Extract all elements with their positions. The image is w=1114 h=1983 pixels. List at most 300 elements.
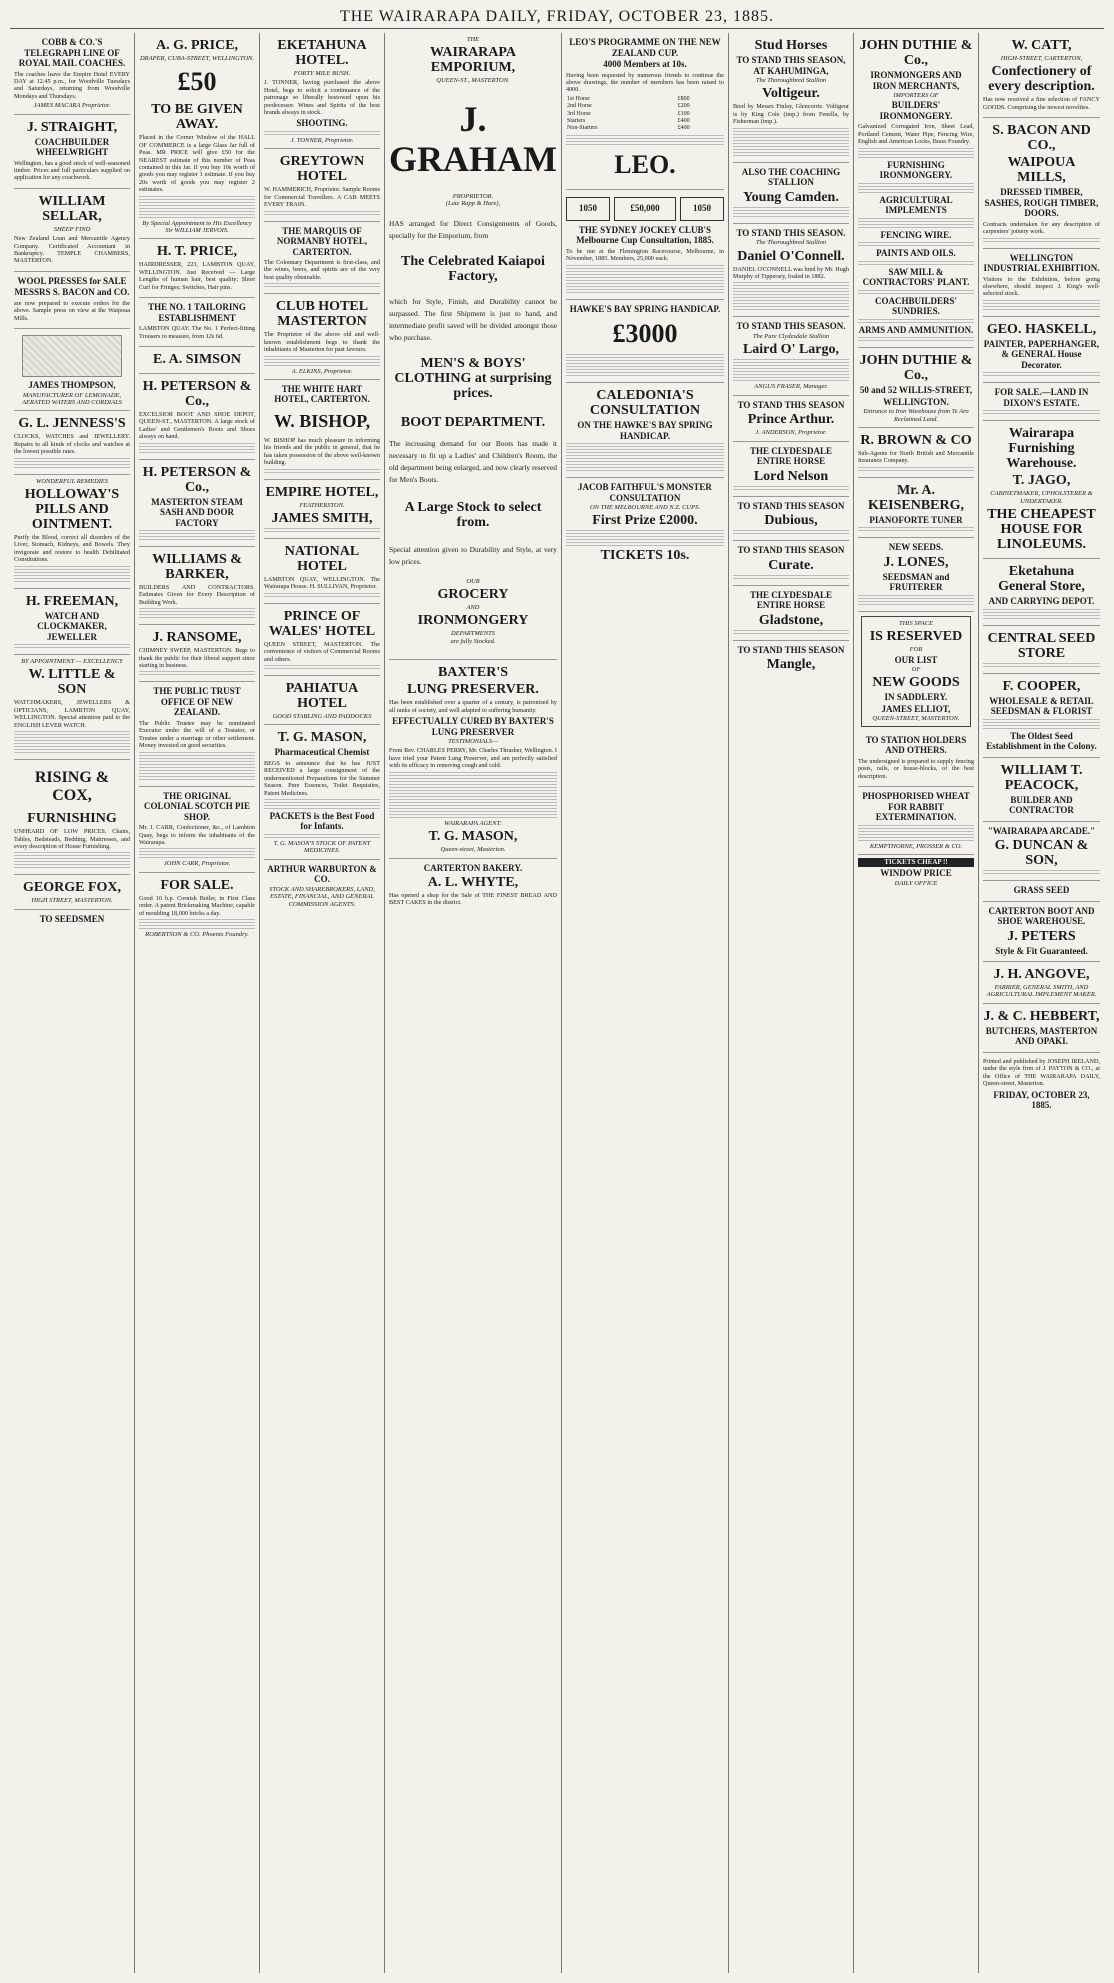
ad-signature-address: QUEEN-STREET, MASTERTON.	[872, 715, 960, 723]
ad-heading: EMPIRE HOTEL,	[265, 484, 379, 500]
ad-boot-dept: BOOT DEPARTMENT.	[400, 414, 546, 430]
prize-amount: £3000	[612, 319, 678, 349]
ad-heading: PRINCE OF WALES' HOTEL	[268, 608, 376, 639]
ad-heading: G. L. JENNESS'S	[18, 416, 126, 432]
ad-thompson	[14, 329, 130, 411]
ad-freeman	[14, 589, 130, 656]
ad-heading: GEO. HASKELL,	[986, 321, 1097, 337]
text-filler	[983, 300, 1100, 304]
ad-agent-label: WAIRARAPA AGENT:	[444, 819, 502, 827]
text-filler	[566, 461, 724, 465]
ad-subheading: Pharmaceutical Chemist	[274, 747, 370, 758]
ad-heading: THE ORIGINAL COLONIAL SCOTCH PIE SHOP.	[143, 790, 251, 822]
ad-body: Having been requested by numerous friends to continue the above drawings, the number of members has been raised to 4000.	[565, 71, 724, 94]
ad-section: SAW MILL & CONTRACTORS' PLANT.	[862, 266, 970, 288]
text-filler	[139, 758, 255, 762]
ad-subheading: The Thoroughbred Stallion	[755, 77, 827, 84]
text-filler	[566, 530, 724, 534]
ad-name: J. LONES,	[883, 554, 949, 570]
text-filler	[566, 354, 724, 358]
ad-white-hart	[264, 380, 380, 480]
text-filler	[733, 377, 849, 381]
text-filler	[858, 601, 974, 605]
text-filler	[139, 776, 255, 780]
ad-section: FENCING WIRE.	[880, 229, 952, 240]
text-filler	[858, 224, 974, 228]
ad-subheading: WATCH AND CLOCKMAKER, JEWELLER	[37, 610, 107, 642]
text-filler	[733, 146, 849, 150]
text-filler	[983, 870, 1100, 874]
ad-signature: By Special Appointment to His Excellency Sir WILLIAM JERVOIS.	[142, 219, 252, 235]
ad-heading: "WAIRARAPA ARCADE."	[987, 825, 1096, 836]
ad-signature: ANGUS FRASER, Manager.	[754, 383, 828, 391]
text-filler	[139, 608, 255, 612]
text-filler	[389, 796, 557, 800]
ad-proprietor: PROPRIETOR.	[452, 192, 494, 200]
ad-for-sale-boiler	[139, 873, 255, 943]
text-filler	[566, 277, 724, 281]
text-filler	[566, 443, 724, 447]
ad-heading: BAXTER'S	[437, 665, 508, 681]
ad-leos-programme	[566, 33, 724, 190]
engraving-illustration	[22, 335, 122, 377]
text-filler	[733, 134, 849, 138]
text-filler	[389, 814, 557, 818]
ad-subheading: HIGH STREET, MASTERTON.	[31, 897, 113, 905]
ad-appointment: BY APPOINTMENT — EXCELLENCY	[21, 658, 123, 666]
ad-body: Bred by Messrs Finlay, Glencorrie. Voltigeur is by King Cole (imp.) from Fenella, by Fisherman (imp.).	[732, 103, 849, 126]
ad-body: Good 10 h.p. Cornish Boiler, in First Class order. A patent Brickmaking Machine, capable of moulding 18,000 bricks a day.	[139, 894, 255, 917]
ad-subheading: FEATHERSTON.	[299, 501, 345, 509]
ad-subheading: FARRIER, GENERAL SMITH, AND AGRICULTURAL IMPLEMENT MAKER.	[986, 984, 1097, 999]
text-filler	[858, 189, 974, 193]
ad-body: The Public Trustee may be nominated Executor under the will of a Testator, or Trustee under a marriage or other settlement. Money invested on good securities.	[139, 719, 255, 750]
column-5	[562, 33, 729, 1973]
ad-subheading: MASTERTON STEAM SASH AND DOOR FACTORY	[151, 496, 243, 528]
ad-heading: CARTERTON BOOT AND SHOE WAREHOUSE.	[988, 905, 1095, 927]
horse-name: Voltigeur.	[762, 86, 820, 102]
ad-body: Sub-Agents for North British and Mercantile Insurance Company.	[857, 449, 974, 465]
ad-subheading: DRAPER, CUBA-STREET, WELLINGTON.	[139, 55, 255, 62]
ad-subheading: QUEEN-ST., MASTERTON.	[436, 77, 510, 85]
ad-subheading: BUTCHERS, MASTERTON AND OPAKI.	[985, 1025, 1098, 1047]
text-filler	[566, 360, 724, 364]
text-filler	[733, 630, 849, 634]
ad-ironmongery: IRONMONGERY	[417, 613, 529, 629]
ad-heading: R. BROWN & CO	[860, 432, 972, 448]
ad-heading: FOR SALE.	[160, 877, 234, 893]
ad-eketahuna-hotel	[264, 33, 380, 149]
ad-heading: JOHN DUTHIE & Co.,	[859, 38, 973, 68]
ad-heading: THE PUBLIC TRUST OFFICE OF NEW ZEALAND.	[153, 686, 241, 718]
ad-for: FOR	[909, 646, 923, 654]
ad-r-brown	[858, 428, 974, 478]
ad-tickets: TICKETS 10s.	[600, 548, 690, 564]
text-filler	[14, 458, 130, 462]
text-filler	[139, 202, 255, 206]
text-filler	[264, 805, 380, 809]
ad-body: QUEEN STREET, MASTERTON. The convenience of visitors of Commercial Rooms and others.	[264, 640, 380, 663]
column-1	[10, 33, 135, 1973]
text-filler	[858, 831, 974, 835]
ad-heading: CARTERTON BAKERY.	[423, 862, 523, 873]
ad-heading: TO STAND THIS SEASON	[737, 500, 845, 511]
text-filler	[566, 372, 724, 376]
text-filler	[566, 271, 724, 275]
text-filler	[264, 283, 380, 287]
ad-body: Has been established over a quarter of a century, is patronised by all ranks of society, and well adapted to suffering humanity.	[389, 699, 557, 714]
ad-body: Wellington, has a good stock of well-seasoned timber. Prices and full particulars supplied on application for any coachwork.	[14, 159, 130, 182]
ad-peterson-factory	[139, 460, 255, 548]
horse-name: Prince Arthur.	[747, 412, 835, 428]
ad-body: Visitors to the Exhibition, before going elsewhere, should inspect J. King's well-selected stock.	[982, 275, 1100, 298]
horse-name: Curate.	[768, 557, 814, 573]
masthead: THE WAIRARAPA DAILY, FRIDAY, OCTOBER 23, 1885.	[10, 6, 1104, 29]
column-2	[135, 33, 260, 1973]
ad-carterton-bakery	[389, 859, 557, 913]
ad-signature: A. ELKINS, Proprietor.	[291, 367, 353, 375]
ad-f-cooper	[983, 674, 1100, 758]
ad-name: JAMES SMITH,	[271, 510, 373, 526]
ad-small: THE	[466, 36, 480, 43]
ad-wool-presses	[14, 272, 130, 329]
ad-body: W. HAMMERICH, Proprietor. Sample Rooms for Commercial Travellers. A CAB MEETS EVERY TRAIN.	[264, 186, 380, 209]
ad-body: CHIMNEY SWEEP, MASTERTON. Begs to thank the public for their liberal support since starting in business.	[139, 647, 255, 670]
text-filler	[139, 854, 255, 858]
ad-heading: JACOB FAITHFUL'S MONSTER CONSULTATION	[578, 482, 712, 503]
ad-seedsmen	[14, 910, 130, 930]
ad-j-lones	[858, 538, 974, 612]
text-filler	[139, 848, 255, 852]
section-heading: Stud Horses	[754, 38, 828, 53]
ad-heading: THE NO. 1 TAILORING ESTABLISHMENT	[148, 302, 246, 323]
table-row	[566, 125, 724, 132]
text-filler	[139, 752, 255, 756]
horse-name: Gladstone,	[758, 612, 824, 628]
ad-subheading: SHEEP FIND	[53, 225, 91, 233]
ad-note: Entrance to Iron Warehouse from Te Aro Reclaimed Land.	[863, 408, 969, 423]
ad-sydney-jockey-club	[566, 190, 724, 300]
text-filler	[983, 719, 1100, 723]
ad-heading: CLUB HOTEL MASTERTON	[275, 299, 369, 330]
ad-section: AGRICULTURAL IMPLEMENTS	[879, 194, 953, 216]
ad-voltigeur	[733, 33, 849, 163]
table-row	[566, 118, 724, 125]
ad-heading: WAIRARAPA EMPORIUM,	[429, 45, 517, 76]
ad-our-list: OUR LIST	[894, 654, 938, 665]
ad-heading: RISING & COX,	[34, 769, 110, 805]
text-filler	[983, 663, 1100, 667]
ad-subheading: 4000 Members at 10s.	[603, 59, 687, 69]
ad-title: TO BE GIVEN AWAY.	[151, 102, 243, 133]
text-filler	[858, 218, 974, 222]
ad-stock-body: Special attention given to Durability and Style, at very low prices.	[389, 544, 557, 566]
ad-heading: Eketahuna General Store,	[998, 564, 1085, 595]
ad-hairdresser	[139, 239, 255, 298]
ad-heading: JAMES THOMPSON,	[28, 380, 116, 390]
ad-heading: THE WHITE HART HOTEL, CARTERTON.	[274, 383, 370, 405]
ad-body: LAMBTON QUAY, WELLINGTON. The Wairarapa House. H. SULLIVAN, Proprietor.	[264, 575, 380, 591]
text-filler	[389, 790, 557, 794]
text-filler	[858, 148, 974, 152]
ad-body: The coaches leave the Empire Hotel EVERY DAY at 12.45 p.m., for Woodville Tuesdays and Saturdays, returning from Woodville Mondays and Thursdays.	[14, 70, 130, 100]
text-filler	[139, 925, 255, 929]
ad-heading: H. T. PRICE,	[157, 244, 237, 260]
ad-heading: S. BACON AND CO.,	[992, 123, 1091, 154]
horse-name: Mangle,	[766, 657, 816, 673]
ad-subheading: WONDERFUL REMEDIES	[35, 477, 109, 485]
ad-peacock	[983, 758, 1100, 822]
ad-dixons-estate	[983, 383, 1100, 421]
ad-signature: ROBERTSON & CO. Phoenix Foundry.	[145, 930, 249, 938]
ad-sellar	[14, 189, 130, 272]
ad-testimonials-body: From Rev. CHARLES PERRY, Mr. Charles Thrasher, Wellington. I have tried your Patent Lung Preserver, and am perfectly satisfied with its efficacy in removing cough and cold.	[389, 747, 557, 770]
text-filler	[14, 737, 130, 741]
ad-body: UNHEARD OF LOW PRICES. Chairs, Tables, Bedsteads, Bedding, Mattresses, and every description of House Furnishing.	[14, 828, 130, 850]
ad-rising-cox	[14, 760, 130, 875]
ad-heading: TO SEEDSMEN	[39, 913, 105, 924]
text-filler	[14, 464, 130, 468]
ad-heading: TO STAND THIS SEASON	[737, 644, 845, 655]
ad-name: W. BISHOP,	[273, 410, 371, 431]
ad-heading: JOHN DUTHIE & Co.,	[859, 353, 973, 384]
ad-heading: EKETAHUNA HOTEL.	[277, 38, 367, 68]
horse-name: Laird O' Largo,	[742, 342, 840, 358]
ad-subheading: MESSRS S. BACON and CO.	[14, 287, 130, 298]
ad-section: SHOOTING.	[296, 118, 348, 129]
text-filler	[566, 289, 724, 293]
column-8	[979, 33, 1104, 1973]
ad-grocery: GROCERY	[437, 587, 509, 603]
text-filler	[733, 359, 849, 363]
ad-subheading: The Thoroughbred Stallion	[755, 239, 827, 247]
ad-late: (Late Rapp & Hare),	[445, 200, 501, 208]
text-filler	[858, 825, 974, 829]
ad-subheading: BUILDER AND CONTRACTOR	[1009, 794, 1074, 816]
ad-heading: TO STAND THIS SEASON	[737, 399, 845, 410]
ad-curate	[733, 541, 849, 586]
ad-national-hotel	[264, 539, 380, 604]
ad-price-draper	[139, 33, 255, 239]
ad-heading: PAHIATUA HOTEL	[285, 680, 359, 711]
ad-stock: A Large Stock to select from.	[404, 499, 542, 530]
ad-heading: LEO'S PROGRAMME ON THE NEW ZEALAND CUP.	[569, 37, 721, 58]
ad-subheading: ON THE MELBOURNE AND N.Z. CUPS.	[589, 504, 700, 512]
text-filler	[566, 449, 724, 453]
prize-label: Non-Starters	[566, 125, 598, 132]
ad-warburton	[264, 860, 380, 912]
text-filler	[566, 455, 724, 459]
text-filler	[733, 207, 849, 211]
ad-eketahuna-store	[983, 559, 1100, 626]
ad-section: FURNISHING IRONMONGERY.	[879, 159, 953, 181]
ad-williams-barker	[139, 547, 255, 625]
ad-heading: J. RANSOME,	[152, 630, 242, 646]
ad-phosphorised-wheat	[858, 787, 974, 855]
ad-subheading: GOOD STABLING AND PADDOCKS	[272, 712, 372, 720]
text-filler	[858, 290, 974, 294]
text-filler	[139, 919, 255, 923]
text-filler	[264, 799, 380, 803]
text-filler	[139, 214, 255, 218]
ad-heading: W. LITTLE & SON	[28, 667, 116, 698]
ad-subheading: WHOLESALE & RETAIL SEEDSMAN & FLORIST	[989, 695, 1094, 717]
ad-body: Contracts undertaken for any description of carpenters' joinery work.	[982, 220, 1100, 236]
text-filler	[733, 213, 849, 217]
ad-body: Purify the Blood, correct all disorders of the Liver, Stomach, Kidneys, and Bowels. They invigorate and restore to health Debilitated Constitutions.	[14, 533, 130, 564]
text-filler	[733, 530, 849, 534]
ad-subheading: HIGH-STREET, CARTERTON,	[1000, 55, 1083, 62]
ad-heading: GEORGE FOX,	[22, 880, 121, 896]
ad-body: BUILDERS AND CONTRACTORS. Estimates Given for Every Description of Building Work.	[139, 584, 255, 606]
ad-clothing: MEN'S & BOYS' CLOTHING at surprising prices.	[394, 355, 552, 401]
ad-subheading: ON THE HAWKE'S BAY SPRING HANDICAP.	[577, 420, 713, 441]
ad-heading: H. PETERSON & Co.,	[142, 464, 252, 495]
ad-heading: ARTHUR WARBURTON & CO.	[267, 863, 377, 885]
ad-saddlery: IN SADDLERY.	[884, 692, 948, 703]
ad-name: T. JAGO,	[1012, 473, 1071, 489]
text-filler	[733, 140, 849, 144]
text-filler	[264, 469, 380, 473]
text-filler	[733, 288, 849, 292]
ad-body: DANIEL O'CONNELL was bred by Mr. Hugh Murphy of Tipperary, foaled in 1882.	[732, 265, 849, 280]
ad-john-duthie	[858, 33, 974, 348]
ticket-row	[566, 197, 724, 221]
text-filler	[389, 808, 557, 812]
ad-greytown-hotel	[264, 149, 380, 221]
ad-signature: J. ANDERSON, Proprietor.	[755, 429, 827, 437]
ad-gladstone	[733, 586, 849, 641]
text-filler	[14, 858, 130, 862]
ad-heading: THE MARQUIS OF NORMANBY HOTEL, CARTERTON.	[276, 225, 368, 257]
ad-title: BUILDERS' IRONMONGERY.	[879, 100, 953, 121]
ad-name: J. GRAHAM	[389, 98, 557, 179]
table-row	[566, 96, 724, 103]
ad-pahiatua-hotel	[264, 676, 380, 725]
text-filler	[858, 154, 974, 158]
ad-peterson-boots	[139, 374, 255, 460]
ad-heading: J. & C. HEBBERT,	[983, 1008, 1100, 1024]
ad-name: J. PETERS	[1007, 928, 1076, 944]
text-filler	[264, 131, 380, 135]
ad-heading: GRASS SEED	[1013, 885, 1070, 896]
text-filler	[139, 449, 255, 453]
text-filler	[733, 300, 849, 304]
ticket-box: 1050	[566, 197, 610, 221]
ad-body: BEGS to announce that he has JUST RECEIVED a large consignment of the undermentioned Preparations for the Summer Season. Pure Essences, Toilet Requisites, Patent Medicines.	[264, 759, 380, 797]
ad-body: are now prepared to execute orders for the above. Sample press on view at the Waipoua Mills.	[14, 299, 130, 322]
ad-oldest: The Oldest Seed Establishment in the Colony.	[986, 730, 1097, 752]
ad-body: HAIRDRESSER, 223, LAMBTON QUAY, WELLINGTON. Just Received — Large Lengths of human hair, best quality; Short Curl for Fringes; Switches, Hair pins.	[139, 261, 255, 291]
ad-agent: T. G. MASON,	[428, 829, 518, 845]
text-filler	[858, 837, 974, 841]
text-filler	[139, 208, 255, 212]
ad-heading: E. A. SIMSON	[153, 351, 241, 367]
text-filler	[566, 283, 724, 287]
ad-wairarapa-emporium	[389, 33, 557, 660]
ad-stocked: are fully Stocked.	[450, 637, 496, 645]
ad-signature: JAMES ELLIOT,	[881, 703, 951, 714]
ad-haskell	[983, 317, 1100, 384]
text-filler	[983, 615, 1100, 619]
ad-of: OF	[911, 666, 921, 674]
ad-lord-nelson	[733, 442, 849, 497]
ad-section: COACHBUILDERS' SUNDRIES.	[874, 295, 957, 317]
ad-heading: FOR SALE.—LAND IN DIXON'S ESTATE.	[994, 387, 1089, 408]
text-filler	[264, 593, 380, 597]
text-filler	[566, 141, 724, 145]
text-filler	[983, 725, 1100, 729]
text-filler	[733, 371, 849, 375]
ad-little-son	[14, 655, 130, 760]
text-filler	[14, 644, 130, 648]
text-filler	[139, 536, 255, 540]
ad-body: Mr. J. CARR, Confectioner, &c., of Lambton Quay, begs to inform the inhabitants of the Wairarapa.	[139, 824, 255, 846]
ad-subheading: FURNISHING	[27, 811, 117, 827]
ad-factory: The Celebrated Kaiapoi Factory,	[401, 253, 545, 284]
ad-subheading: WAIPOUA MILLS,	[1007, 155, 1076, 186]
column-7	[854, 33, 979, 1973]
text-filler	[264, 356, 380, 360]
text-filler	[858, 595, 974, 599]
ad-body: The undersigned is prepared to supply fencing posts, rails, or house-blocks, of the best description.	[857, 757, 974, 780]
columns	[10, 33, 1104, 1973]
text-filler	[566, 366, 724, 370]
ad-heading: TO STAND THIS SEASON.	[736, 321, 846, 332]
ad-heading: TO STATION HOLDERS AND OTHERS.	[865, 734, 967, 756]
ad-subheading: CABINETMAKER, UPHOLSTERER & UNDERTAKER.	[990, 490, 1093, 505]
ad-body: W. BISHOP has much pleasure in informing his friends and the public in general, that he has taken possession of the above well-known building.	[264, 436, 380, 467]
text-filler	[733, 152, 849, 156]
ad-body: HAS arranged for Direct Consignments of Goods, specially for the Emporium, from	[389, 218, 557, 240]
ad-body-2: which for Style, Finish, and Durability cannot be surpassed. The first Shipment is just to hand, and intermediate profit saved will be divided amongst those who purchase.	[389, 296, 557, 342]
column-6	[729, 33, 854, 1973]
prize-table	[566, 96, 724, 133]
ad-testimonials: TESTIMONIALS—	[448, 738, 498, 746]
ad-body: J. TONNER, having purchased the above Hotel, begs to solicit a continuance of the patronage so liberally bestowed upon his predecessor. Wines and Spirits of the best brands always in stock.	[264, 79, 380, 117]
ad-holloway	[14, 475, 130, 589]
ad-subheading: IRONMONGERS AND IRON MERCHANTS,	[870, 70, 962, 91]
text-filler	[733, 575, 849, 579]
ad-subheading: Style & Fit Guaranteed.	[995, 945, 1088, 956]
ad-signature: JAMES MACARA Proprietor.	[33, 102, 111, 110]
ad-mangle	[733, 641, 849, 679]
ad-daily-office: DAILY OFFICE	[894, 879, 938, 887]
ad-heading: GREYTOWN HOTEL	[279, 154, 365, 185]
ad-john-duthie-willis	[858, 348, 974, 428]
text-filler	[139, 530, 255, 534]
ad-prince-of-wales	[264, 604, 380, 676]
ad-heading: A. G. PRICE,	[155, 38, 239, 53]
table-row	[566, 103, 724, 110]
ad-heading: J. H. ANGOVE,	[993, 967, 1090, 983]
horse-name: Daniel O'Connell.	[737, 248, 845, 264]
ad-tickets-banner: TICKETS CHEAP !!	[858, 858, 974, 867]
ad-industrial-exhibition	[983, 249, 1100, 317]
ad-daniel-oconnell	[733, 224, 849, 318]
ad-heading: COBB & CO.'S TELEGRAPH LINE OF ROYAL MAIL COACHES.	[18, 37, 126, 68]
ad-w-catt	[983, 33, 1100, 118]
ad-wairarapa-arcade	[983, 822, 1100, 882]
ad-body: CLOCKS, WATCHES and JEWELLERY. Repairs to all kinds of clocks and watches at the lowest possible rates.	[14, 433, 130, 456]
ad-george-fox	[14, 875, 130, 909]
text-filler	[733, 306, 849, 310]
ad-body: New Zealand Loan and Mercantile Agency Company. Certificated Accountant in Bankruptcy. TEMPLE CHAMBERS, MASTERTON.	[14, 235, 130, 265]
prize-value: £800	[677, 95, 690, 102]
text-filler	[983, 238, 1100, 242]
ad-prize: First Prize £2000.	[592, 513, 698, 529]
ad-our: OUR	[466, 577, 480, 585]
